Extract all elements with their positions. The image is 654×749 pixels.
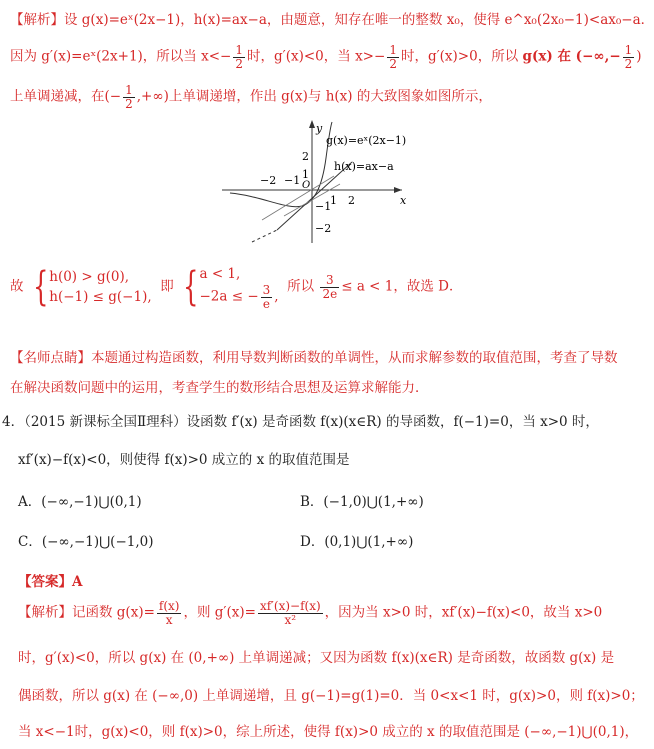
analysis-text: 【解析】设 g(x)=eˣ(2x−1)，h(x)=ax−a，由题意，知存在唯一的整数 x₀，使得 e^x₀(2x₀−1)<ax₀−a． (10, 12, 654, 28)
inequality: h(−1) ≤ g(−1), (49, 289, 152, 306)
text-segment: 即 (160, 278, 174, 295)
curve-g-label: g(x)=eˣ(2x−1) (326, 134, 407, 147)
fraction-half (123, 84, 135, 110)
frac-num: 3 (262, 283, 271, 297)
frac-num: 1 (389, 43, 397, 57)
text-segment: 因为 g′(x)=eˣ(2x+1)，所以当 (10, 48, 197, 65)
analysis2-line-3 (18, 684, 644, 704)
option-d[interactable]: D．(0,1)⋃(1,+∞) (300, 534, 414, 550)
text-segment: ≤ a < 1，故选 D． (341, 278, 463, 295)
frac-num: f(x) (158, 599, 180, 613)
y-tick-label: 2 (302, 150, 309, 163)
answer-label: 【答案】A (18, 574, 83, 590)
frac-num: 1 (624, 43, 633, 57)
x-axis-label: x (400, 194, 407, 207)
fraction-half (623, 44, 635, 70)
text-segment: 记函数 g(x)= (72, 604, 155, 621)
text-segment: 时，g′(x)<0，当 (247, 48, 351, 65)
y-tick-label: −1 (315, 200, 332, 213)
line-h-label: h(x)=ax−a (334, 160, 394, 173)
tip-text: 在解决函数问题中的运用，考查学生的数形结合思想及运算求解能力． (10, 380, 429, 396)
question-text: 4．（2015 新课标全国Ⅱ理科）设函数 f′(x) 是奇函数 f(x)(x∈R) 的导函数，f(−1)=0，当 x>0 时， (2, 414, 599, 430)
y-axis-arrow (309, 120, 315, 128)
frac-num: xf′(x)−f(x) (259, 599, 321, 613)
question-4-line-2 (18, 448, 350, 468)
tip-line-1 (10, 346, 618, 366)
fraction (258, 600, 323, 626)
x-tick-label: −1 (284, 174, 301, 187)
fraction (261, 284, 273, 310)
frac-den: 2 (235, 56, 243, 71)
text-segment: x>− (355, 48, 386, 65)
fraction-half (387, 44, 399, 70)
frac-den: 2 (624, 56, 633, 71)
inequality: h(0) > g(0), (49, 269, 130, 286)
inequality: −2a ≤ − (199, 288, 259, 305)
y-axis-label: y (316, 122, 323, 135)
analysis-line-3 (10, 84, 492, 110)
y-tick-label: 1 (302, 168, 309, 181)
analysis-text: 偶函数，所以 g(x) 在 (−∞,0) 上单调递增，且 g(−1)=g(1)=0．当 0<x<1 时，g(x)>0，则 f(x)>0； (18, 688, 644, 704)
text-segment: , (274, 288, 279, 305)
inequality: a < 1, (199, 266, 241, 282)
frac-den: 2e (322, 286, 338, 301)
analysis2-line-2 (18, 646, 614, 666)
question-text: xf′(x)−f(x)<0，则使得 f(x)>0 成立的 x 的取值范围是 (18, 452, 350, 468)
analysis-text: 时，g′(x)<0，所以 g(x) 在 (0,+∞) 上单调递减；又因为函数 f(x)(x∈R) 是奇函数，故函数 g(x) 是 (18, 650, 615, 666)
x-tick-label: −2 (260, 174, 277, 187)
option-b[interactable]: B．(−1,0)⋃(1,+∞) (300, 494, 424, 510)
frac-den: x (165, 612, 173, 627)
tip-line-2 (10, 376, 429, 396)
question-4-line-1 (2, 410, 599, 430)
conclusion-line (10, 264, 462, 310)
fraction (320, 274, 339, 300)
analysis-line-1 (10, 8, 654, 28)
text-segment: 故 (10, 278, 24, 295)
x-tick-label: 2 (348, 194, 355, 207)
analysis-line-2 (10, 44, 642, 70)
frac-den: 2 (125, 96, 133, 111)
inequality-system-1 (49, 267, 151, 307)
function-graph (222, 118, 412, 248)
frac-den: 2 (389, 56, 397, 71)
analysis-text: 当 x<−1时，g(x)<0，则 f(x)>0，综上所述，使得 f(x)>0 成立的 x 的取值范围是 (−∞,−1)⋃(0,1)， (18, 724, 639, 740)
brace-left: { (183, 264, 199, 311)
frac-den: x² (284, 612, 297, 627)
fraction (157, 600, 182, 626)
analysis2-line-1 (18, 600, 602, 626)
analysis2-line-4 (18, 720, 638, 740)
text-segment: 时，g′(x)>0，所以 (400, 48, 519, 65)
origin-label: O (302, 180, 311, 191)
y-tick-label: −2 (315, 222, 332, 235)
text-segment: 所以 (287, 278, 315, 295)
text-segment: 上单调递减，在(− (10, 88, 122, 105)
text-segment: x<− (201, 48, 232, 65)
frac-num: 3 (320, 274, 339, 288)
line-h-dashed (252, 230, 277, 242)
x-tick-label: 1 (330, 194, 337, 207)
analysis-tag: 【解析】 (18, 604, 72, 621)
inequality-system-2 (199, 264, 278, 310)
frac-num: 1 (235, 43, 243, 57)
frac-num: 1 (125, 83, 133, 97)
x-axis-arrow (394, 187, 402, 193)
brace-left: { (32, 264, 49, 311)
text-segment: ，因为当 x>0 时，xf′(x)−f(x)<0，故当 x>0 (324, 604, 603, 621)
text-segment: ，则 g′(x)= (183, 604, 256, 621)
tip-text: 【名师点睛】本题通过构造函数，利用导数判断函数的单调性，从而求解参数的取值范围，考查了导数 (10, 350, 618, 366)
fraction-half (233, 44, 245, 70)
option-c[interactable]: C．(−∞,−1)⋃(−1,0) (18, 534, 154, 550)
option-a[interactable]: A．(−∞,−1)⋃(0,1) (18, 494, 142, 510)
text-segment: g(x) 在 (−∞,− (522, 48, 621, 65)
text-segment: ) (636, 48, 642, 65)
frac-den: e (262, 296, 271, 311)
text-segment: ,+∞)上单调递增，作出 g(x)与 h(x) 的大致图象如图所示， (136, 88, 492, 105)
